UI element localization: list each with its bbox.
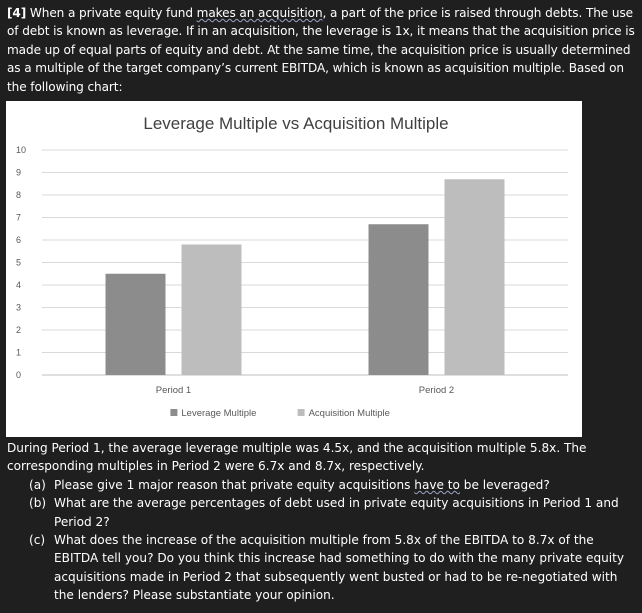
y-tick-label: 0 [16, 370, 22, 380]
y-tick-label: 4 [16, 280, 22, 290]
question-a [7, 476, 637, 494]
x-tick-label: Period 2 [418, 385, 455, 396]
question-b-label: (b) [29, 496, 47, 511]
bar [445, 179, 505, 375]
problem-intro [7, 4, 637, 96]
y-tick-label: 1 [16, 347, 22, 358]
question-b [7, 494, 637, 531]
y-tick-label: 10 [16, 145, 27, 155]
question-b-text: What are the average percentages of debt used in private equity acquisitions in Period 1 and Period 2? [54, 496, 619, 529]
bar [106, 274, 166, 375]
bars [106, 179, 505, 375]
question-a-text-2: be leveraged? [459, 477, 550, 492]
chart-svg [6, 101, 582, 437]
legend-swatch [170, 409, 177, 416]
intro-text-2: , a part of the price is raised through debts. The use of debt is known as leverage. If in an acquisition, the leverage is 1x, it means that the acquisition price is made up of equal parts of equity and debt. At the same time, the acquisition price is usually determined as a multiple of the target company’s current EBITDA, which is known as acquisition multiple. Based on the following chart: [7, 6, 635, 94]
bar [369, 224, 429, 375]
problem-body [7, 439, 637, 605]
problem-number: [4] [7, 6, 27, 20]
y-tick-label: 3 [16, 302, 22, 313]
y-tick-label: 9 [16, 167, 22, 178]
legend-swatch [298, 409, 305, 416]
x-tick-labels [156, 385, 454, 396]
intro-squiggle-phrase: makes an acquisition [196, 6, 323, 20]
y-tick-label: 5 [16, 257, 22, 268]
bar-chart [6, 101, 582, 437]
question-a-text-1: Please give 1 major reason that private equity acquisitions [54, 477, 415, 492]
question-c [7, 531, 637, 605]
y-tick-label: 6 [16, 235, 22, 245]
question-a-label: (a) [29, 477, 46, 492]
legend [170, 408, 390, 419]
intro-text-1: When a private equity fund [26, 6, 197, 20]
y-tick-labels [16, 145, 26, 380]
x-tick-label: Period 1 [155, 385, 192, 396]
chart-title: Leverage Multiple vs Acquisition Multiple [143, 114, 449, 133]
question-a-squiggle-phrase: have to [414, 477, 460, 492]
y-tick-label: 8 [16, 190, 22, 200]
y-tick-label: 7 [16, 212, 22, 223]
question-c-label: (c) [29, 533, 46, 548]
legend-label: Leverage Multiple [181, 408, 257, 419]
legend-label: Acquisition Multiple [308, 408, 390, 419]
period-text: During Period 1, the average leverage multiple was 4.5x, and the acquisition multiple 5.8x. The corresponding multiples in Period 2 were 6.7x and 8.7x, respectively. [7, 441, 587, 474]
question-c-text: What does the increase of the acquisition multiple from 5.8x of the EBITDA to 8.7x of the EBITDA tell you? Do you think this increase had something to do with the many private equity acquisitions made in Period 2 that subsequently went busted or had to be re-negotiated with the lenders? Please substantiate your opinion. [54, 533, 625, 603]
y-tick-label: 2 [16, 325, 22, 335]
bar [182, 245, 242, 376]
